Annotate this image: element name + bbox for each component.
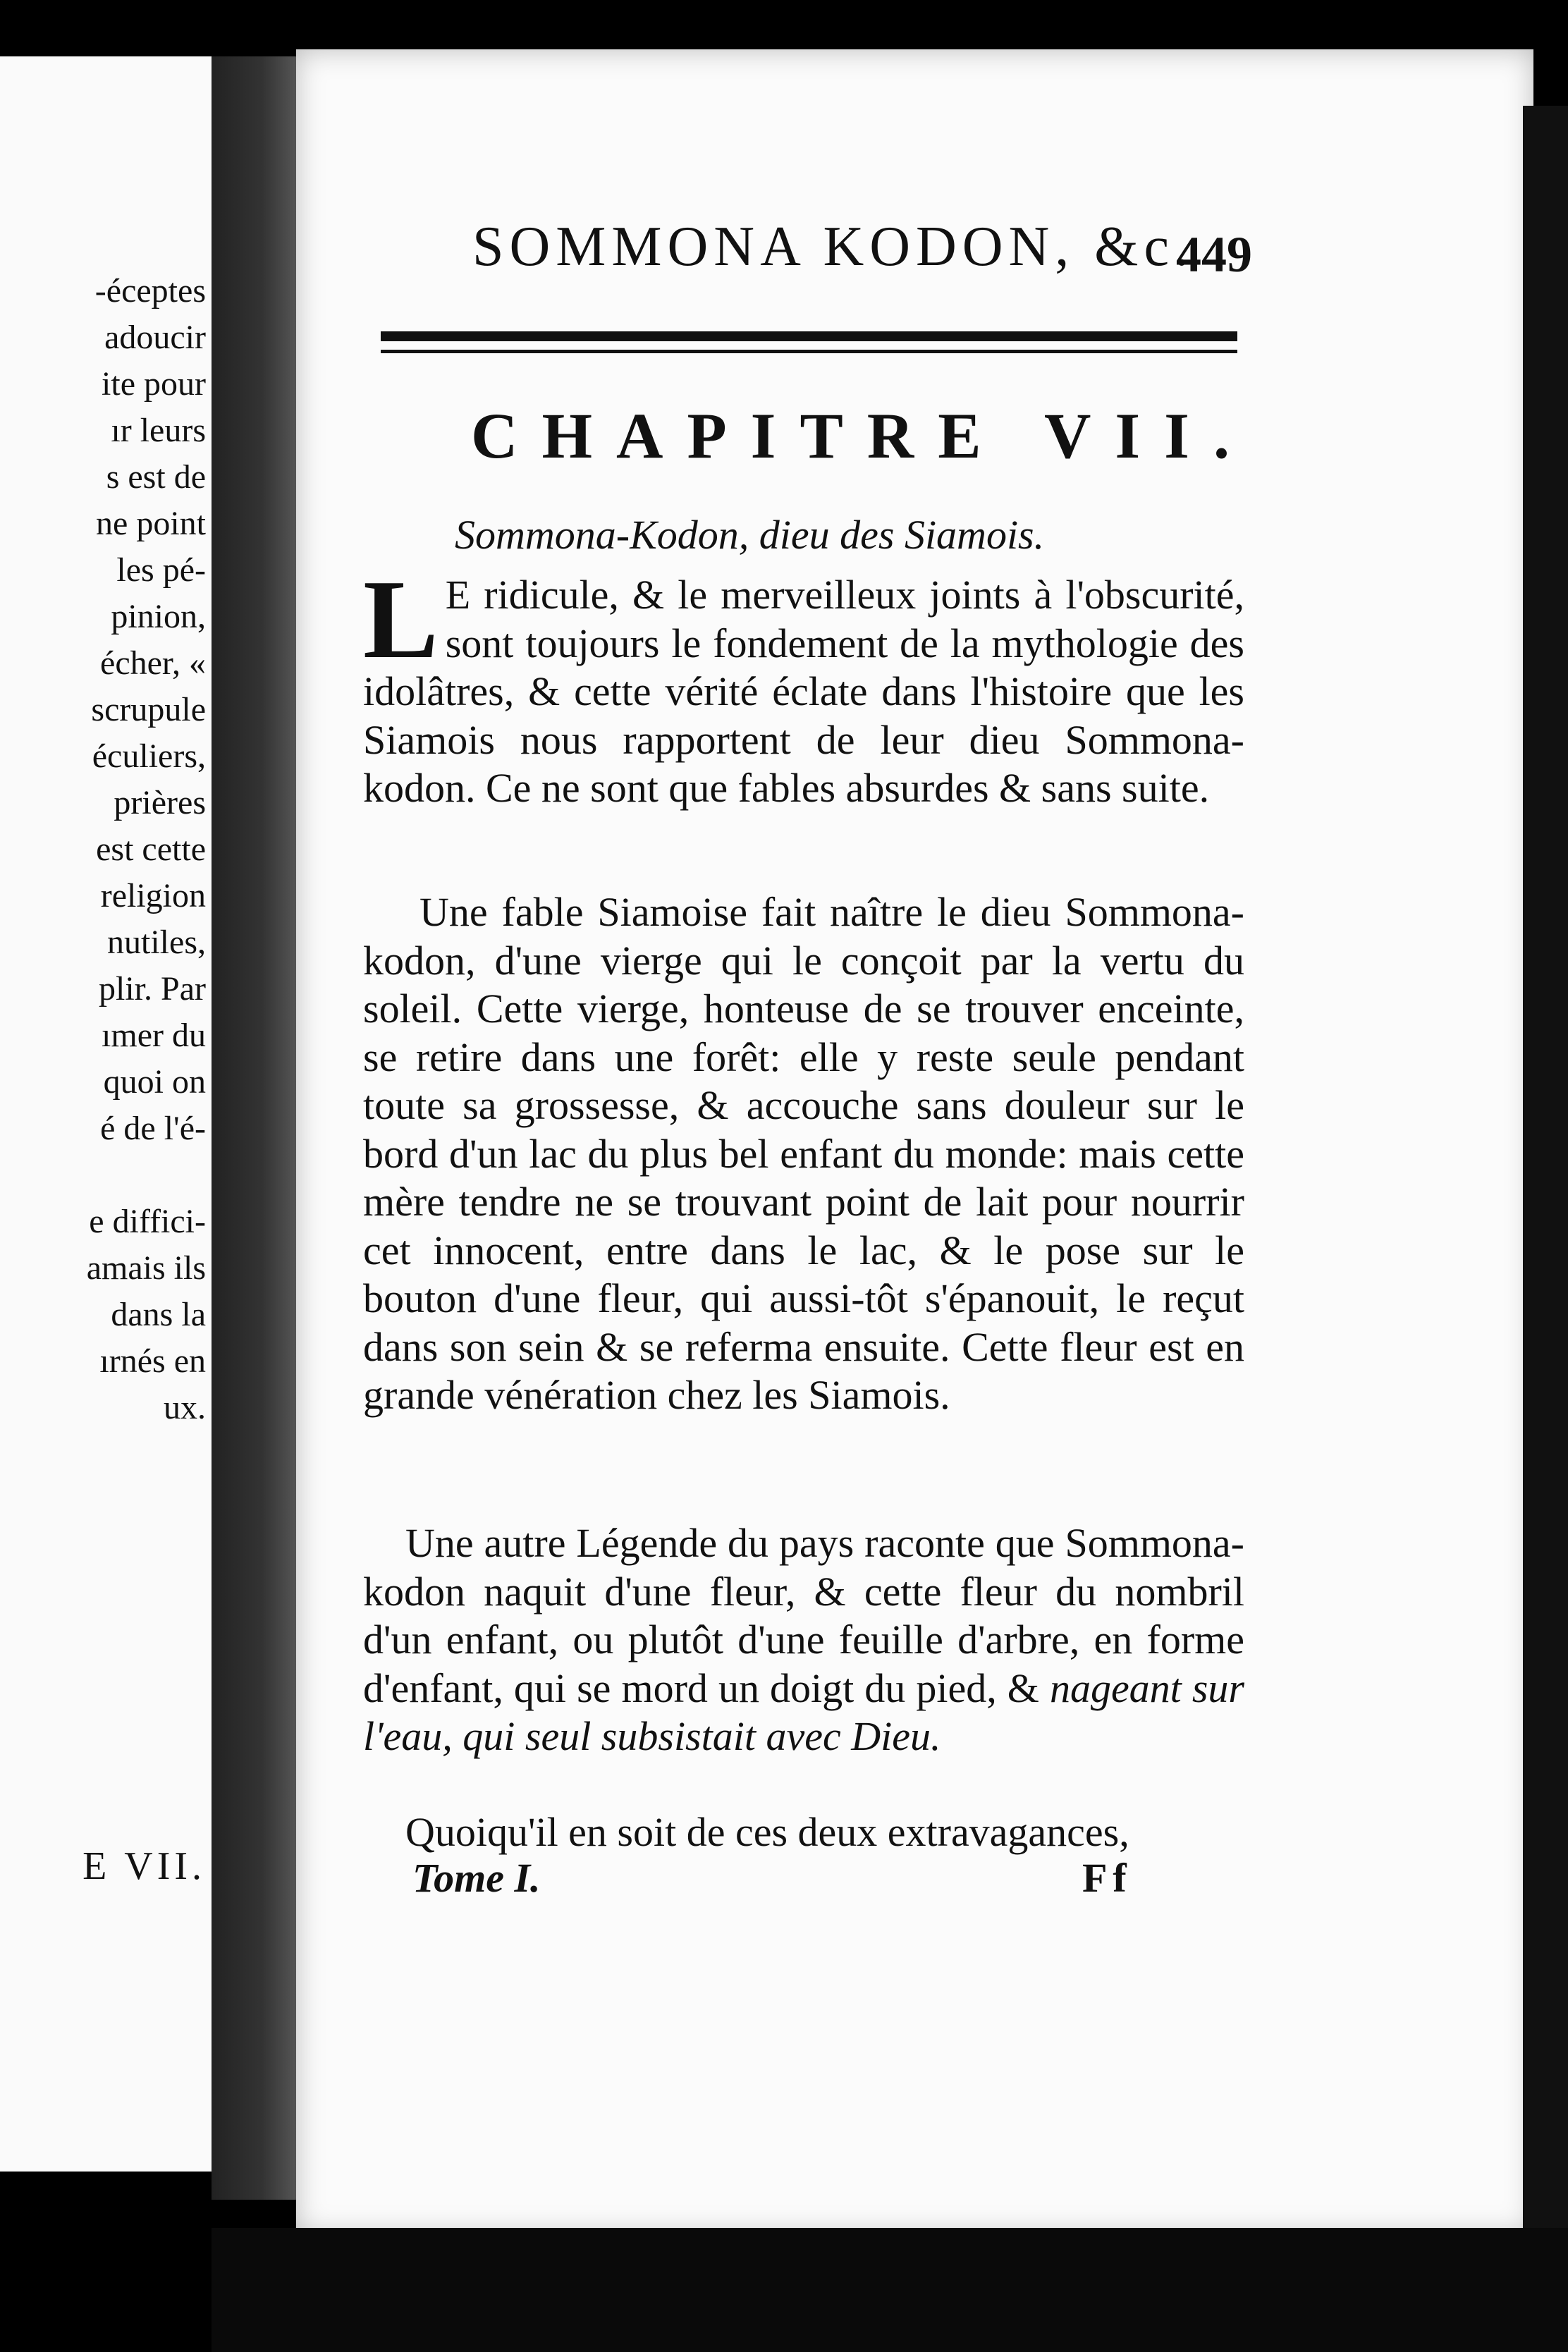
left-page-line: pinion, xyxy=(111,598,206,635)
left-page-line: s est de xyxy=(106,458,206,496)
left-page-line: ux. xyxy=(164,1389,206,1426)
left-page-line: ır leurs xyxy=(111,412,206,449)
left-page-line: é de l'é- xyxy=(100,1110,206,1147)
chapter-subtitle: Sommona-Kodon, dieu des Siamois. xyxy=(455,512,1045,558)
paragraph-1-text: E ridicule, & le merveilleux joints à l'obscurité, sont toujours le fondement de la mythologie des idolâtres, & cette vérité éclate dans l'histoire que les Siamois nous rapportent de leur dieu Sommona-kodon. Ce ne sont que fables absurdes & sans suite. xyxy=(363,572,1244,811)
paragraph-3-italic: nageant sur l'eau, qui seul subsistait avec Dieu. xyxy=(363,1665,1244,1759)
left-page-line: est cette xyxy=(96,831,206,868)
footer-signature: Tome I. xyxy=(412,1855,541,1901)
left-page-line: dans la xyxy=(111,1296,206,1333)
book-gutter xyxy=(212,56,296,2200)
left-page-line: quoi on xyxy=(103,1063,206,1101)
page-number: 449 xyxy=(1176,226,1252,283)
paragraph-4-text: Quoiqu'il en soit de ces deux extravagances, xyxy=(405,1809,1129,1855)
bottom-edge-shadow xyxy=(212,2228,1568,2352)
left-page-line: -éceptes xyxy=(94,272,206,310)
left-page-line: ırnés en xyxy=(99,1342,206,1380)
header-rule-thin xyxy=(381,350,1237,353)
left-page-fragment xyxy=(0,56,212,2172)
left-page-line: amais ils xyxy=(86,1249,206,1287)
left-page-line: religion xyxy=(100,877,206,914)
left-page-line: nutiles, xyxy=(107,924,206,961)
running-head: SOMMONA KODON, &c. xyxy=(472,216,1195,278)
header-rule-thick xyxy=(381,331,1237,341)
left-page-line: scrupule xyxy=(91,691,206,728)
left-page-line: éculiers, xyxy=(92,737,206,775)
left-page-line: adoucir xyxy=(104,319,206,356)
paragraph-1 xyxy=(363,556,1244,813)
chapter-title: CHAPITRE VII. xyxy=(471,400,1254,472)
left-page-line: les pé- xyxy=(116,551,206,589)
left-page-line: prières xyxy=(114,784,206,821)
left-page-line: e diffici- xyxy=(89,1203,206,1240)
footer-signature-mark: Ff xyxy=(1082,1855,1132,1901)
left-page-line: ite pour xyxy=(102,365,206,403)
paragraph-4 xyxy=(363,1808,1244,1857)
right-edge-shadow xyxy=(1523,106,1568,2327)
paragraph-3-text: Une autre Légende du pays raconte que Sommona-kodon naquit d'une fleur, & cette fleur du nombril d'un enfant, ou plutôt d'une feuille d'arbre, en forme d'enfant, qui se mord un doigt du pied, & xyxy=(363,1520,1244,1711)
paragraph-2-text: Une fable Siamoise fait naître le dieu Sommona-kodon, d'une vierge qui le conçoit par la vertu du soleil. Cette vierge, honteuse de se trouver enceinte, se retire dans une forêt: elle y reste seule pendant toute sa grossesse, & accouche sans douleur sur le bord d'un lac du plus bel enfant du monde: mais cette mère tendre ne se trouvant point de lait pour nourrir cet innocent, entre dans le lac, & le pose sur le bouton d'une fleur, qui aussi-tôt s'épanouit, le reçut dans son sein & se referma ensuite. Cette fleur est en grande vénération chez les Siamois. xyxy=(363,889,1244,1418)
paragraph-3 xyxy=(363,1519,1244,1761)
left-page-line: ne point xyxy=(96,505,206,542)
left-page-line: écher, « xyxy=(100,644,206,682)
drop-cap: L xyxy=(363,556,439,682)
left-page-footer: E VII. xyxy=(82,1844,206,1888)
left-page-line: ımer du xyxy=(102,1017,206,1054)
paragraph-2 xyxy=(363,888,1244,1420)
left-page-line: plir. Par xyxy=(99,970,206,1007)
